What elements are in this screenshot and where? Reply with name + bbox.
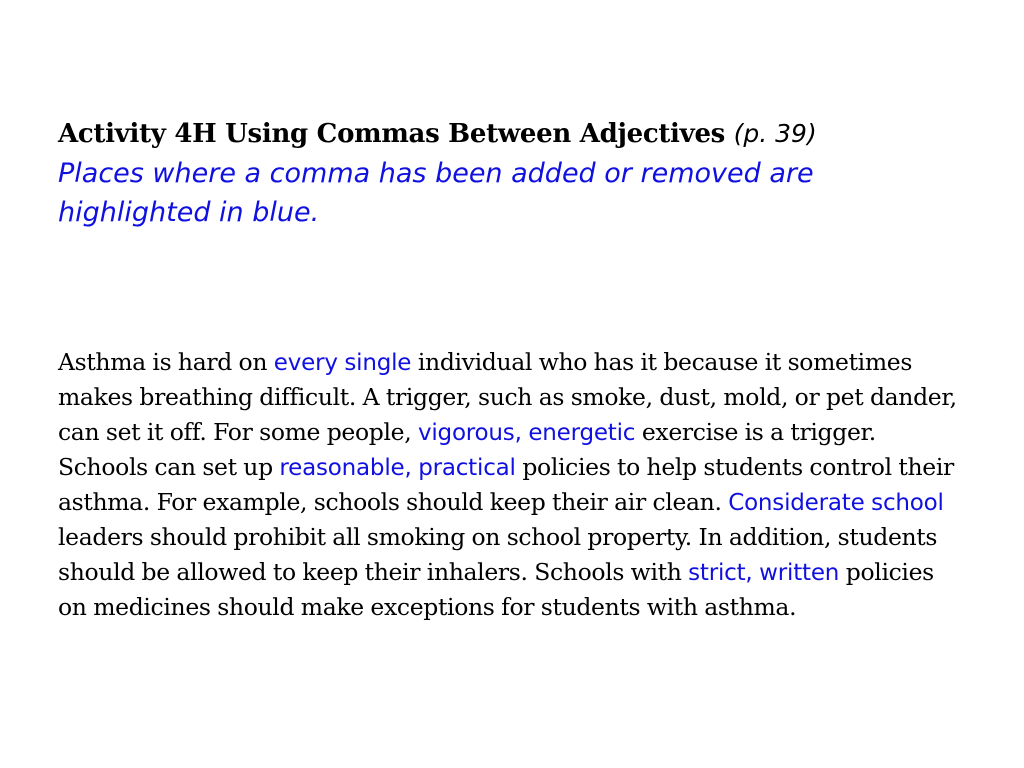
passage-text: leaders should prohibit all smoking on school property. In addition, students should be allowed to keep their inhalers. Schools with xyxy=(58,523,938,586)
passage-paragraph xyxy=(58,345,963,624)
highlighted-phrase: every single xyxy=(273,350,412,376)
passage-text: Asthma is hard on xyxy=(58,348,274,376)
activity-header xyxy=(58,114,958,232)
highlighted-phrase: strict, written xyxy=(688,559,840,586)
passage-text: individual who has it because it sometimes makes breathing difficult. A trigger, such as smoke, dust, mold, or pet dander, can set it off. For some people, xyxy=(58,348,957,446)
highlighted-phrase: Considerate school xyxy=(728,490,944,517)
highlighted-phrase: reasonable, practical xyxy=(279,454,516,481)
passage-text: policies to help students control their asthma. For example, schools should keep their air clean. xyxy=(58,452,954,517)
highlighted-phrase: vigorous, energetic xyxy=(417,419,636,446)
instructions-subtitle: Places where a comma has been added or removed are highlighted in blue. xyxy=(58,158,814,228)
page-reference: (p. 39) xyxy=(733,119,817,148)
activity-title: Activity 4H Using Commas Between Adjectives xyxy=(58,119,726,149)
passage-text: exercise is a trigger. Schools can set up xyxy=(58,417,876,481)
passage-text: policies on medicines should make exceptions for students with asthma. xyxy=(58,557,934,622)
